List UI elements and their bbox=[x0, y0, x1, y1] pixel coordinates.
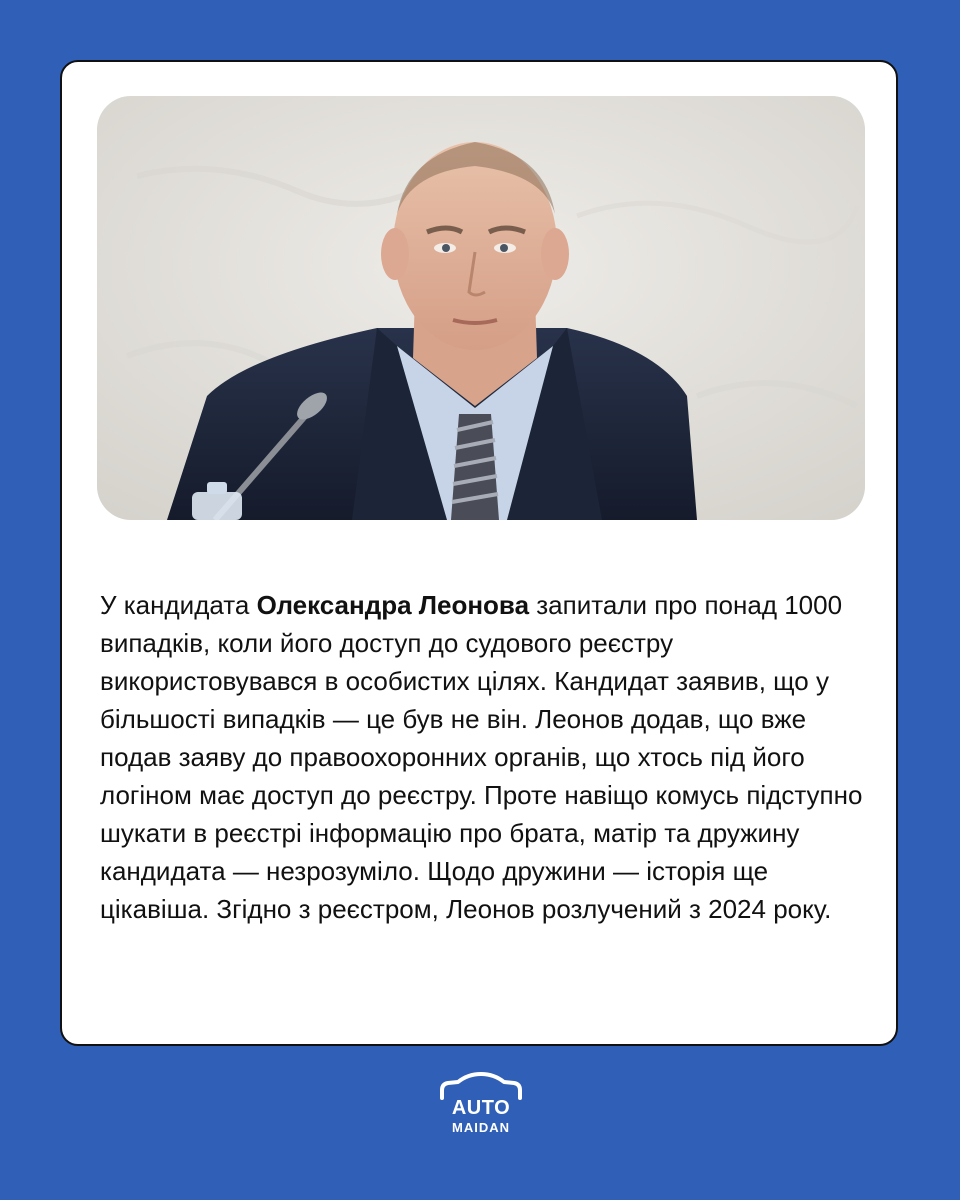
car-outline-icon bbox=[432, 1070, 530, 1100]
portrait-photo bbox=[97, 96, 865, 520]
logo-line-auto: AUTO bbox=[451, 1097, 511, 1119]
article-body: запитали про понад 1000 випадків, коли його доступ до судового реєстру використовувався в особистих цілях. Кандидат заявив, що у більшості випадків — це був не він. Леонов додав, що вже подав заяву до правоохоронних органів, що хтось під його логіном має доступ до реєстру. Проте навіщо комусь підступно шукати в реєстрі інформацію про брата, матір та дружину кандидата — незрозуміло. Щодо дружини — історія ще цікавіша. Згідно з реєстром, Леонов розлучений з 2024 року. bbox=[100, 590, 863, 924]
logo-line-maidan: MAIDAN bbox=[452, 1120, 510, 1135]
post-card bbox=[60, 60, 898, 1046]
article-intro: У кандидата bbox=[100, 590, 257, 620]
portrait-illustration bbox=[97, 96, 865, 520]
candidate-name: Олександра Леонова bbox=[256, 590, 530, 620]
article-text bbox=[100, 586, 870, 928]
automaidan-logo bbox=[432, 1070, 530, 1142]
